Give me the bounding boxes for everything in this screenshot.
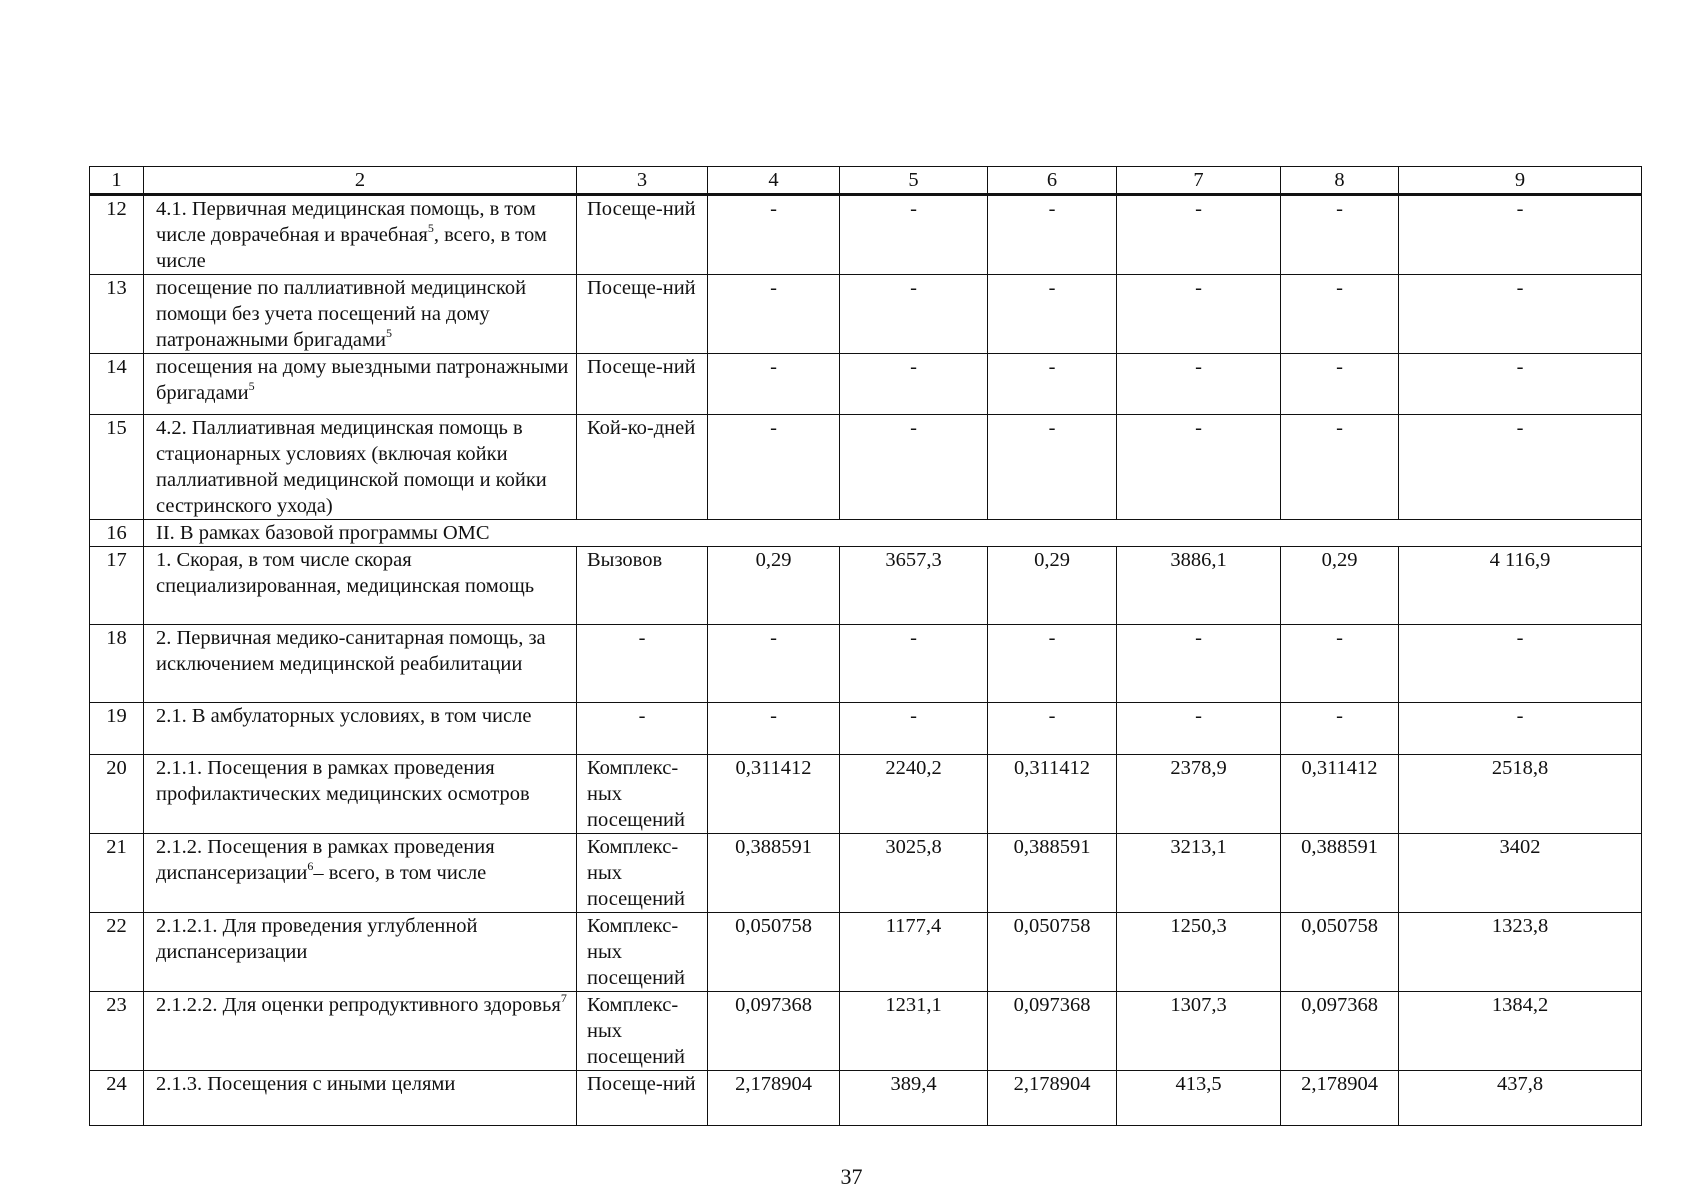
value-cell: 0,388591: [708, 834, 840, 913]
table-row: [90, 547, 1642, 625]
header-cell: 1: [90, 167, 144, 195]
unit-cell: Комплекс-ных посещений: [577, 755, 708, 834]
description-cell: [144, 992, 577, 1071]
value-cell: -: [840, 703, 988, 755]
value-cell: 0,097368: [708, 992, 840, 1071]
value-cell: -: [708, 354, 840, 415]
value-cell: -: [840, 354, 988, 415]
value-cell: 1177,4: [840, 913, 988, 992]
row-number-cell: 13: [90, 275, 144, 354]
description-text: 2.1. В амбулаторных условиях, в том числе: [156, 705, 532, 727]
footnote-mark: 5: [385, 326, 392, 341]
description-text: 2.1.2. Посещения в рамках проведения диспансеризации: [156, 836, 495, 884]
value-cell: 2518,8: [1399, 755, 1642, 834]
table-row: [90, 415, 1642, 520]
unit-cell: -: [577, 625, 708, 703]
value-cell: -: [1117, 703, 1281, 755]
unit-cell: Посеще-ний: [577, 354, 708, 415]
table-row: [90, 625, 1642, 703]
description-text: 1. Скорая, в том числе скорая специализированная, медицинская помощь: [156, 549, 535, 597]
value-cell: 2240,2: [840, 755, 988, 834]
value-cell: -: [988, 625, 1117, 703]
section-title-cell: II. В рамках базовой программы ОМС: [144, 520, 1642, 547]
table-row: [90, 992, 1642, 1071]
footnote-mark: 5: [248, 379, 255, 394]
header-cell: 6: [988, 167, 1117, 195]
value-cell: 1384,2: [1399, 992, 1642, 1071]
table-row: [90, 834, 1642, 913]
value-cell: 0,311412: [988, 755, 1117, 834]
description-text: 2. Первичная медико-санитарная помощь, за исключением медицинской реабилитации: [156, 627, 546, 675]
footnote-mark: 6: [307, 859, 314, 874]
value-cell: -: [1281, 703, 1399, 755]
description-cell: [144, 354, 577, 415]
header-cell: 8: [1281, 167, 1399, 195]
value-cell: 2378,9: [1117, 755, 1281, 834]
value-cell: -: [1399, 275, 1642, 354]
value-cell: 413,5: [1117, 1071, 1281, 1126]
description-cell: [144, 755, 577, 834]
row-number-cell: 12: [90, 195, 144, 275]
description-cell: [144, 275, 577, 354]
value-cell: -: [1281, 275, 1399, 354]
value-cell: -: [988, 275, 1117, 354]
description-text-tail: , всего, в том числе: [156, 224, 547, 272]
value-cell: 0,097368: [988, 992, 1117, 1071]
value-cell: -: [840, 415, 988, 520]
value-cell: -: [1281, 195, 1399, 275]
value-cell: -: [1117, 415, 1281, 520]
description-cell: [144, 1071, 577, 1126]
row-number-cell: 16: [90, 520, 144, 547]
value-cell: -: [708, 625, 840, 703]
row-number-cell: 21: [90, 834, 144, 913]
unit-cell: Посеще-ний: [577, 195, 708, 275]
value-cell: -: [840, 625, 988, 703]
table-row: [90, 913, 1642, 992]
value-cell: -: [988, 415, 1117, 520]
value-cell: -: [1399, 415, 1642, 520]
header-cell: 7: [1117, 167, 1281, 195]
table-row: [90, 755, 1642, 834]
row-number-cell: 15: [90, 415, 144, 520]
row-number-cell: 14: [90, 354, 144, 415]
value-cell: 3886,1: [1117, 547, 1281, 625]
description-cell: [144, 547, 577, 625]
row-number-cell: 17: [90, 547, 144, 625]
value-cell: -: [1117, 195, 1281, 275]
value-cell: 0,050758: [708, 913, 840, 992]
value-cell: 0,29: [988, 547, 1117, 625]
table-row: [90, 1071, 1642, 1126]
value-cell: -: [988, 195, 1117, 275]
header-cell: 9: [1399, 167, 1642, 195]
value-cell: 0,050758: [1281, 913, 1399, 992]
unit-cell: Комплекс-ных посещений: [577, 992, 708, 1071]
value-cell: -: [1399, 354, 1642, 415]
value-cell: 2,178904: [1281, 1071, 1399, 1126]
value-cell: -: [1281, 625, 1399, 703]
value-cell: -: [840, 195, 988, 275]
row-number-cell: 18: [90, 625, 144, 703]
value-cell: 2,178904: [708, 1071, 840, 1126]
description-cell: [144, 913, 577, 992]
footnote-mark: 7: [560, 991, 567, 1006]
value-cell: 1307,3: [1117, 992, 1281, 1071]
value-cell: 1323,8: [1399, 913, 1642, 992]
value-cell: -: [1281, 415, 1399, 520]
table-row: [90, 520, 1642, 547]
value-cell: -: [1399, 703, 1642, 755]
value-cell: 437,8: [1399, 1071, 1642, 1126]
description-cell: [144, 834, 577, 913]
value-cell: -: [708, 415, 840, 520]
unit-cell: Комплекс-ных посещений: [577, 834, 708, 913]
value-cell: 3213,1: [1117, 834, 1281, 913]
unit-cell: Посеще-ний: [577, 275, 708, 354]
value-cell: -: [1281, 354, 1399, 415]
header-cell: 2: [144, 167, 577, 195]
value-cell: -: [988, 703, 1117, 755]
value-cell: 0,050758: [988, 913, 1117, 992]
value-cell: 0,097368: [1281, 992, 1399, 1071]
description-cell: [144, 625, 577, 703]
value-cell: 0,388591: [1281, 834, 1399, 913]
header-cell: 3: [577, 167, 708, 195]
table-row: [90, 195, 1642, 275]
description-cell: [144, 703, 577, 755]
table-row: [90, 275, 1642, 354]
value-cell: 3402: [1399, 834, 1642, 913]
description-cell: [144, 195, 577, 275]
unit-cell: Вызовов: [577, 547, 708, 625]
description-text: посещения на дому выездными патронажными бригадами: [156, 356, 569, 404]
description-text: 4.1. Первичная медицинская помощь, в том числе доврачебная и врачебная: [156, 198, 536, 246]
unit-cell: Комплекс-ных посещений: [577, 913, 708, 992]
value-cell: -: [1117, 275, 1281, 354]
row-number-cell: 22: [90, 913, 144, 992]
value-cell: 0,29: [1281, 547, 1399, 625]
value-cell: 3657,3: [840, 547, 988, 625]
description-text: 2.1.3. Посещения с иными целями: [156, 1073, 456, 1095]
description-text: 2.1.1. Посещения в рамках проведения профилактических медицинских осмотров: [156, 757, 530, 805]
row-number-cell: 23: [90, 992, 144, 1071]
description-text-tail: – всего, в том числе: [313, 862, 487, 884]
description-text: посещение по паллиативной медицинской помощи без учета посещений на дому патронажными бригадами: [156, 277, 527, 351]
unit-cell: Кой-ко-дней: [577, 415, 708, 520]
value-cell: 2,178904: [988, 1071, 1117, 1126]
value-cell: -: [708, 703, 840, 755]
table-row: [90, 354, 1642, 415]
header-cell: 5: [840, 167, 988, 195]
row-number-cell: 24: [90, 1071, 144, 1126]
value-cell: -: [1117, 354, 1281, 415]
unit-cell: Посеще-ний: [577, 1071, 708, 1126]
page-number: 37: [840, 1164, 863, 1189]
data-table: [89, 166, 1642, 1126]
value-cell: 0,29: [708, 547, 840, 625]
value-cell: 389,4: [840, 1071, 988, 1126]
row-number-cell: 20: [90, 755, 144, 834]
value-cell: 0,311412: [1281, 755, 1399, 834]
header-cell: 4: [708, 167, 840, 195]
value-cell: 0,311412: [708, 755, 840, 834]
footnote-mark: 5: [427, 221, 434, 236]
value-cell: -: [708, 275, 840, 354]
row-number-cell: 19: [90, 703, 144, 755]
value-cell: -: [840, 275, 988, 354]
value-cell: 4 116,9: [1399, 547, 1642, 625]
unit-cell: -: [577, 703, 708, 755]
header-row: [90, 167, 1642, 195]
table-row: [90, 703, 1642, 755]
value-cell: -: [1399, 625, 1642, 703]
value-cell: -: [708, 195, 840, 275]
description-text: 2.1.2.2. Для оценки репродуктивного здоровья: [156, 994, 561, 1016]
value-cell: 3025,8: [840, 834, 988, 913]
value-cell: 1250,3: [1117, 913, 1281, 992]
description-text: 2.1.2.1. Для проведения углубленной диспансеризации: [156, 915, 478, 963]
value-cell: 1231,1: [840, 992, 988, 1071]
description-cell: [144, 415, 577, 520]
value-cell: -: [1117, 625, 1281, 703]
value-cell: -: [1399, 195, 1642, 275]
description-text: 4.2. Паллиативная медицинская помощь в стационарных условиях (включая койки паллиативной медицинской помощи и койки сестринского ухода): [156, 417, 547, 517]
value-cell: 0,388591: [988, 834, 1117, 913]
value-cell: -: [988, 354, 1117, 415]
